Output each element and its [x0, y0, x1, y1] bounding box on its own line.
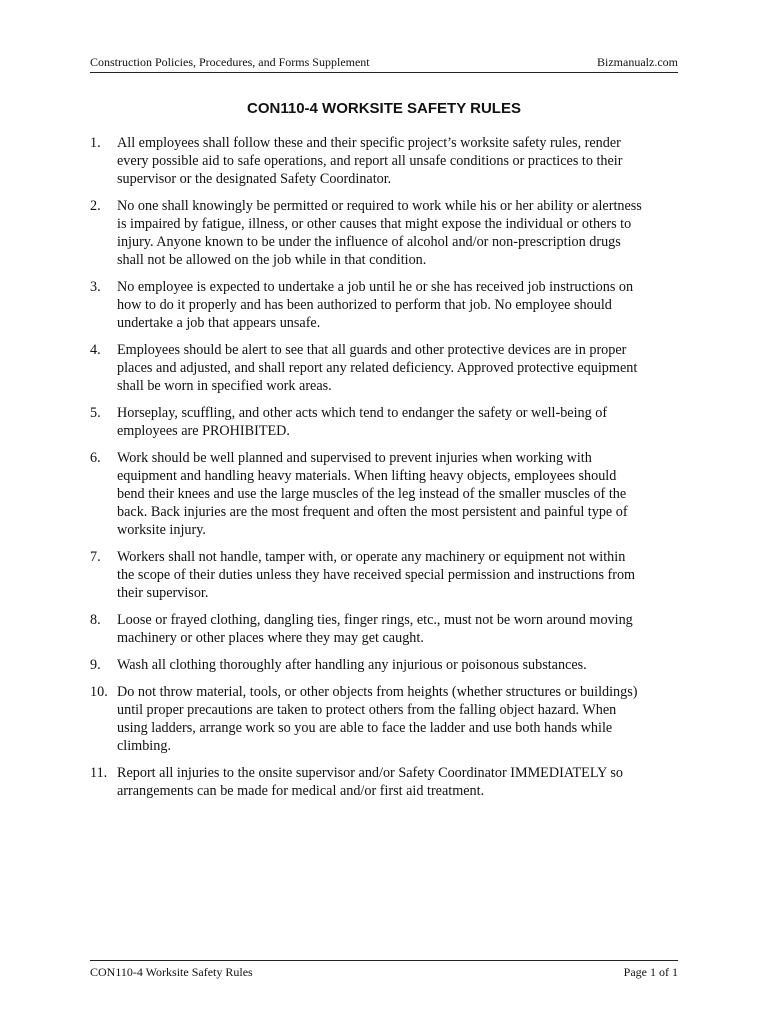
rule-number: 8.	[90, 612, 101, 628]
rule-item	[90, 764, 678, 800]
rule-item	[90, 197, 678, 269]
rule-text: Workers shall not handle, tamper with, or operate any machinery or equipment not within the scope of their duties unless they have received special permission and instructions from their supervisor.	[117, 549, 636, 601]
rule-text: No one shall knowingly be permitted or required to work while his or her ability or alertness is impaired by fatigue, illness, or other causes that might expose the individual or others to injury. Anyone known to be under the influence of alcohol and/or non-prescription drugs shall not be allowed on the job while in that condition.	[117, 198, 642, 268]
rule-text: All employees shall follow these and their specific project’s worksite safety rules, render every possible aid to safe operations, and report all unsafe conditions or practices to their supervisor or the designated Safety Coordinator.	[117, 135, 623, 187]
rule-text: No employee is expected to undertake a job until he or she has received job instructions on how to do it properly and has been authorized to perform that job. No employee should undertake a job that appears unsafe.	[117, 279, 634, 331]
rule-item	[90, 449, 678, 539]
rule-number: 7.	[90, 549, 101, 565]
rule-number: 10.	[90, 684, 108, 700]
rule-number: 1.	[90, 135, 101, 151]
rule-number: 9.	[90, 657, 101, 673]
rule-number: 6.	[90, 450, 101, 466]
rule-number: 4.	[90, 342, 101, 358]
rule-item	[90, 341, 678, 395]
safety-rules-list	[90, 134, 678, 809]
rule-item	[90, 611, 678, 647]
rule-text: Work should be well planned and supervised to prevent injuries when working with equipment and handling heavy materials. When lifting heavy objects, employees should bend their knees and use the large muscles of the leg instead of the smaller muscles of the back. Back injuries are the most frequent and often the most persistent and painful type of worksite injury.	[117, 450, 628, 538]
rule-item	[90, 134, 678, 188]
rule-text: Loose or frayed clothing, dangling ties, finger rings, etc., must not be worn around moving machinery or other places where they may get caught.	[117, 612, 633, 646]
rule-text: Wash all clothing thoroughly after handling any injurious or poisonous substances.	[117, 657, 587, 673]
rule-item	[90, 404, 678, 440]
page-header	[90, 54, 678, 73]
rule-item	[90, 548, 678, 602]
rule-item	[90, 278, 678, 332]
rule-number: 2.	[90, 198, 101, 214]
page-footer	[90, 960, 678, 982]
rule-item	[90, 683, 678, 755]
page-title: CON110-4 WORKSITE SAFETY RULES	[247, 100, 521, 117]
rule-item	[90, 656, 678, 674]
rule-text: Employees should be alert to see that all guards and other protective devices are in proper places and adjusted, and shall report any related deficiency. Approved protective equipment shall be worn in specified work areas.	[117, 342, 638, 394]
header-document-title: Construction Policies, Procedures, and Forms Supplement	[90, 55, 370, 69]
rule-text: Horseplay, scuffling, and other acts which tend to endanger the safety or well-being of employees are PROHIBITED.	[117, 405, 608, 439]
rule-text: Report all injuries to the onsite supervisor and/or Safety Coordinator IMMEDIATELY so arrangements can be made for medical and/or first aid treatment.	[117, 765, 623, 799]
footer-document-title: CON110-4 Worksite Safety Rules	[90, 965, 253, 979]
rule-number: 5.	[90, 405, 101, 421]
header-site-name: Bizmanualz.com	[597, 55, 678, 69]
rule-number: 11.	[90, 765, 108, 781]
rule-number: 3.	[90, 279, 101, 295]
rule-text: Do not throw material, tools, or other objects from heights (whether structures or buildings) until proper precautions are taken to protect others from the falling object hazard. When using ladders, arrange work so you are able to face the ladder and use both hands while climbing.	[117, 684, 638, 754]
page-number: Page 1 of 1	[623, 965, 678, 979]
